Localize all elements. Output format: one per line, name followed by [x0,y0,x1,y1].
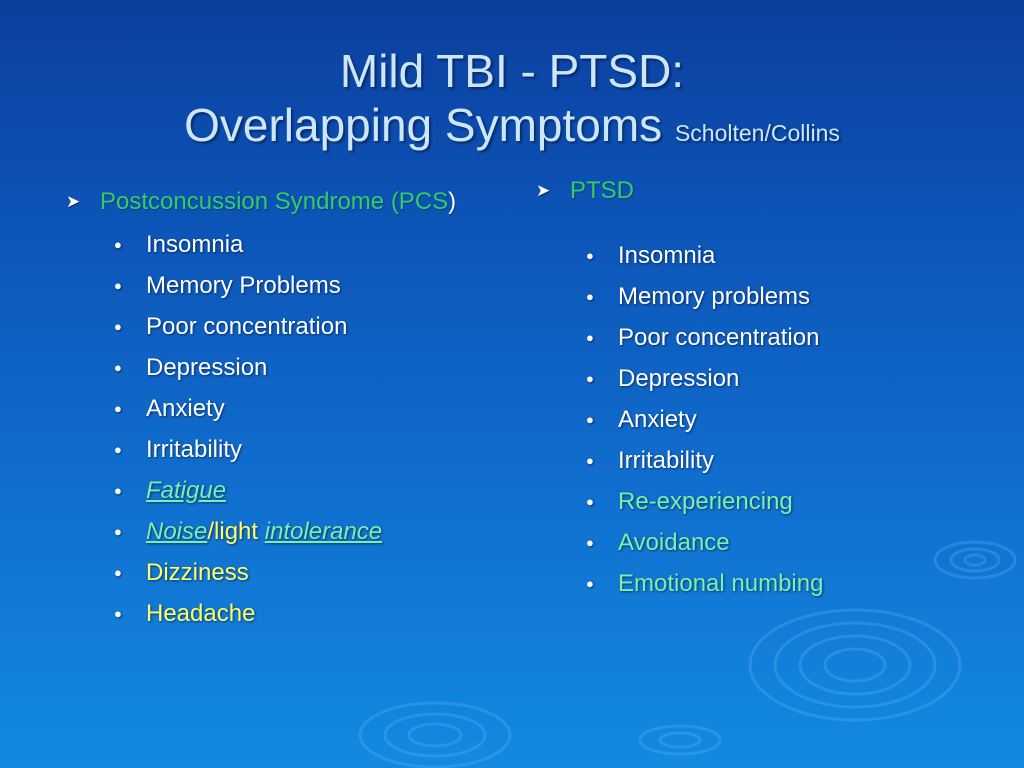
round-bullet-icon: ● [586,330,594,345]
list-item: ● Re-experiencing [586,487,793,515]
pcs-column [66,186,466,634]
intolerance-hyperlink[interactable]: intolerance [264,517,383,545]
round-bullet-icon: ● [586,576,594,591]
pcs-heading-label: Postconcussion Syndrome (PCS [100,188,449,215]
fatigue-hyperlink[interactable]: Fatigue [146,476,227,504]
ptsd-column [536,175,956,604]
list-item: ● Memory problems [586,282,811,310]
list-item: ● Insomnia [586,241,716,269]
round-bullet-icon: ● [586,453,594,468]
list-item: ● Emotional numbing [586,569,824,597]
round-bullet-icon: ● [114,401,122,416]
list-item: ● Insomnia [114,230,244,258]
noise-light-item [146,518,382,546]
round-bullet-icon: ● [586,248,594,263]
list-item: ● Headache [114,599,256,627]
pcs-symptom-list [114,224,466,634]
round-bullet-icon: ● [114,360,122,375]
ptsd-heading [536,175,956,207]
pcs-heading [66,186,466,218]
light-text: /light [207,517,265,545]
list-item: ● Poor concentration [586,323,820,351]
noise-hyperlink[interactable]: Noise [146,517,208,545]
ptsd-symptom-list [586,235,956,604]
round-bullet-icon: ● [114,278,122,293]
slide-title [0,44,1024,160]
pcs-heading-text [100,186,456,218]
list-item: ● Dizziness [114,558,249,586]
title-main-text: Overlapping Symptoms [184,99,663,151]
list-item: ● Anxiety [114,394,225,422]
round-bullet-icon: ● [114,237,122,252]
title-line-1: Mild TBI - PTSD: [339,45,685,97]
arrowhead-bullet-icon: ➤ [66,192,81,211]
list-item [114,470,466,511]
list-item: ● Poor concentration [114,312,348,340]
round-bullet-icon: ● [586,289,594,304]
ptsd-heading-text: PTSD [570,177,635,204]
round-bullet-icon: ● [586,535,594,550]
round-bullet-icon: ● [586,371,594,386]
title-line-2 [0,98,1024,160]
list-item: ● Irritability [586,446,715,474]
list-item: ● Memory Problems [114,271,341,299]
list-item [114,511,466,552]
title-attribution: Scholten/Collins [674,120,840,146]
pcs-heading-paren: ) [448,188,457,215]
round-bullet-icon: ● [114,565,122,580]
round-bullet-icon: ● [114,483,122,498]
round-bullet-icon: ● [114,524,122,539]
round-bullet-icon: ● [586,494,594,509]
list-item: ● Irritability [114,435,243,463]
arrowhead-bullet-icon: ➤ [536,181,551,200]
list-item: ● Anxiety [586,405,697,433]
round-bullet-icon: ● [114,606,122,621]
list-item: ● Depression [586,364,740,392]
list-item: ● Depression [114,353,268,381]
round-bullet-icon: ● [586,412,594,427]
round-bullet-icon: ● [114,442,122,457]
round-bullet-icon: ● [114,319,122,334]
list-item: ● Avoidance [586,528,730,556]
